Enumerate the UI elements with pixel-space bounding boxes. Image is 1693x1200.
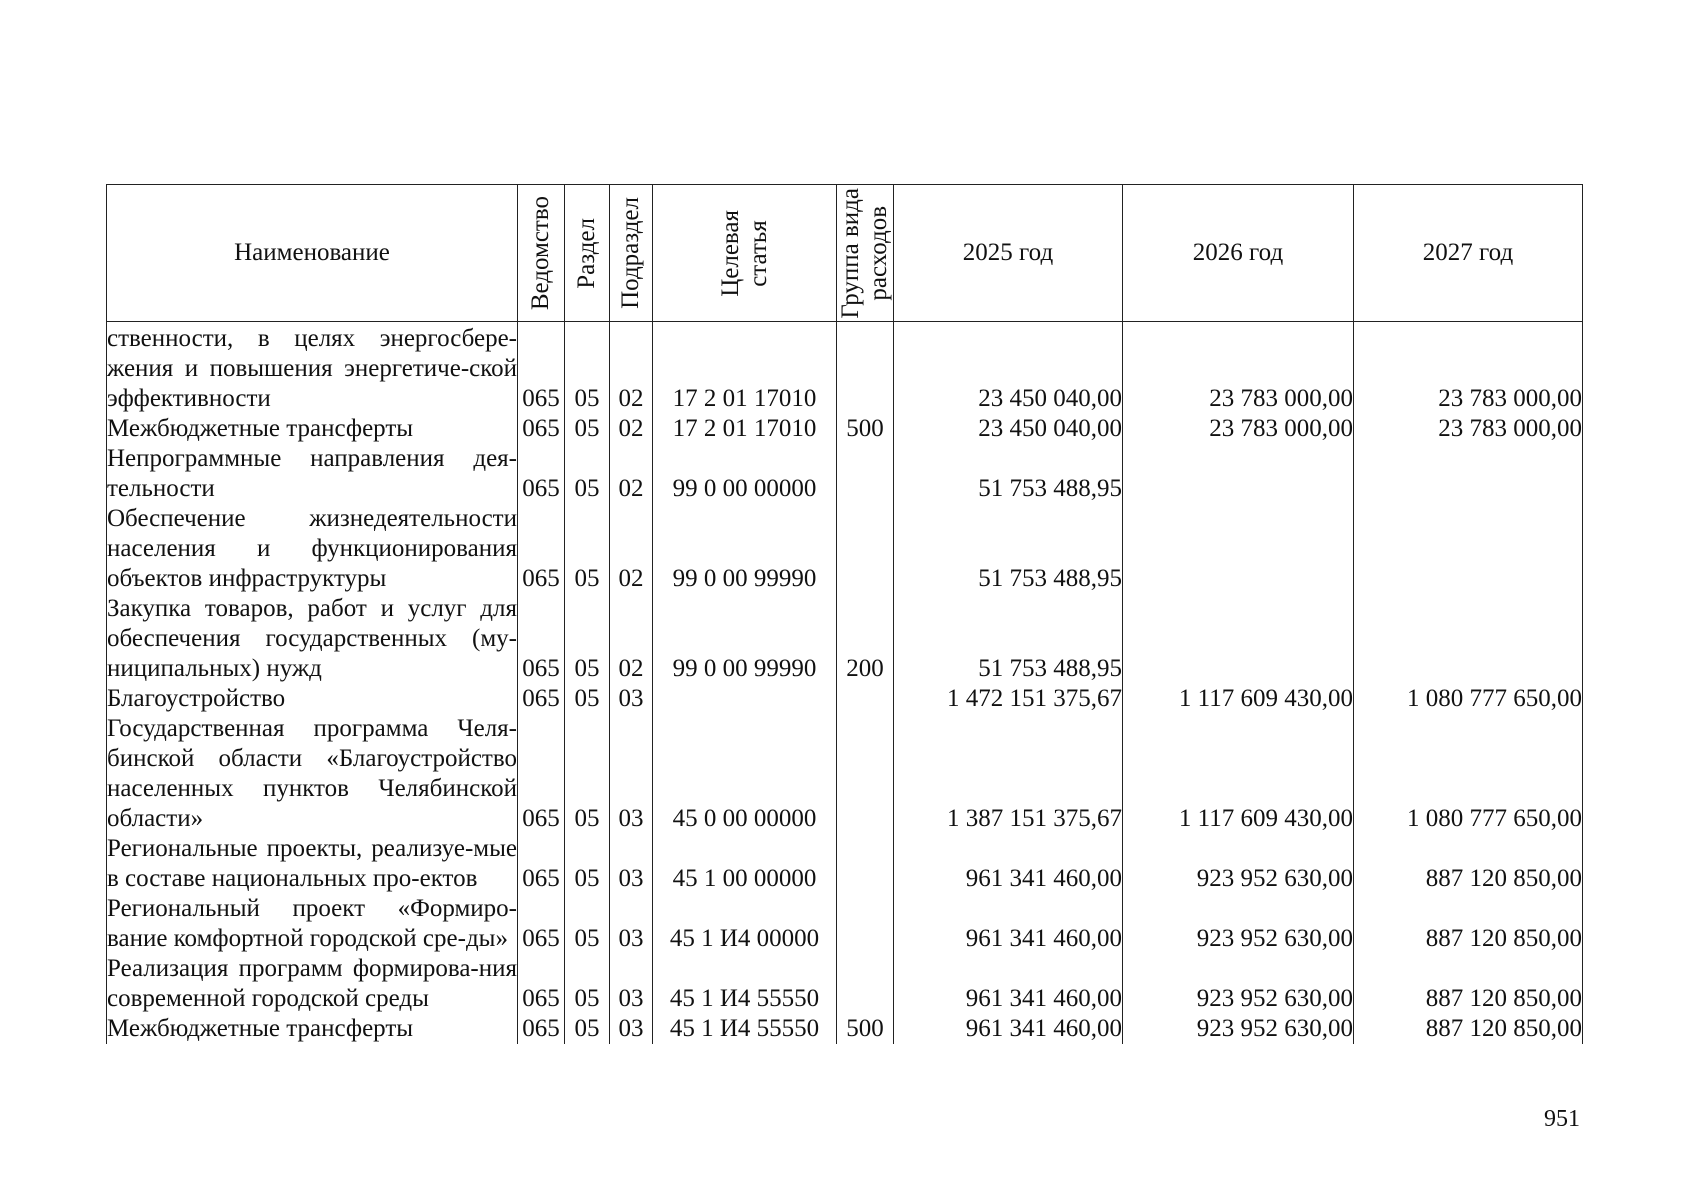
header-2026: 2026 год bbox=[1123, 185, 1354, 322]
cell-2027: 887 120 850,00 bbox=[1354, 894, 1583, 954]
cell-2026 bbox=[1123, 504, 1354, 594]
cell-2027: 1 080 777 650,00 bbox=[1354, 684, 1583, 714]
cell-2026 bbox=[1123, 444, 1354, 504]
cell-name: ственности, в целях энергосбере-жения и повышения энергетиче-ской эффективности bbox=[107, 322, 518, 415]
cell-2025: 961 341 460,00 bbox=[894, 834, 1123, 894]
cell-target: 45 1 00 00000 bbox=[653, 834, 837, 894]
cell-2027 bbox=[1354, 594, 1583, 684]
cell-subsection: 03 bbox=[610, 894, 653, 954]
cell-name: Государственная программа Челя-бинской области «Благоустройство населенных пунктов Челябинской области» bbox=[107, 715, 517, 832]
cell-section: 05 bbox=[565, 714, 610, 834]
cell-subsection: 03 bbox=[610, 1014, 653, 1044]
cell-section: 05 bbox=[565, 322, 610, 415]
cell-group bbox=[837, 504, 894, 594]
cell-2025: 23 450 040,00 bbox=[894, 322, 1123, 415]
cell-target bbox=[653, 684, 837, 714]
cell-group: 200 bbox=[837, 594, 894, 684]
cell-section: 05 bbox=[565, 1014, 610, 1044]
cell-department: 065 bbox=[518, 444, 565, 504]
cell-target: 99 0 00 99990 bbox=[653, 594, 837, 684]
cell-2025: 961 341 460,00 bbox=[894, 1014, 1123, 1044]
cell-2025: 51 753 488,95 bbox=[894, 594, 1123, 684]
table-row bbox=[107, 954, 1583, 1014]
cell-name: Межбюджетные трансферты bbox=[107, 414, 518, 444]
cell-2025: 961 341 460,00 bbox=[894, 954, 1123, 1014]
cell-2026 bbox=[1123, 594, 1354, 684]
cell-group bbox=[837, 834, 894, 894]
cell-section: 05 bbox=[565, 954, 610, 1014]
table-row bbox=[107, 414, 1583, 444]
cell-section: 05 bbox=[565, 594, 610, 684]
cell-department: 065 bbox=[518, 504, 565, 594]
cell-subsection: 03 bbox=[610, 954, 653, 1014]
cell-name: Региональный проект «Формиро-вание комфортной городской сре-ды» bbox=[107, 895, 517, 952]
cell-2026: 23 783 000,00 bbox=[1123, 414, 1354, 444]
cell-department: 065 bbox=[518, 1014, 565, 1044]
cell-2026: 23 783 000,00 bbox=[1123, 322, 1354, 415]
cell-group: 500 bbox=[837, 1014, 894, 1044]
cell-2026: 1 117 609 430,00 bbox=[1123, 714, 1354, 834]
header-2027: 2027 год bbox=[1354, 185, 1583, 322]
cell-section: 05 bbox=[565, 684, 610, 714]
cell-2026: 923 952 630,00 bbox=[1123, 834, 1354, 894]
cell-department: 065 bbox=[518, 834, 565, 894]
cell-target: 17 2 01 17010 bbox=[653, 322, 837, 415]
cell-department: 065 bbox=[518, 594, 565, 684]
cell-group bbox=[837, 894, 894, 954]
cell-2027: 887 120 850,00 bbox=[1354, 954, 1583, 1014]
cell-group bbox=[837, 954, 894, 1014]
table-body bbox=[107, 322, 1583, 1045]
cell-subsection: 03 bbox=[610, 834, 653, 894]
cell-department: 065 bbox=[518, 414, 565, 444]
cell-target: 99 0 00 00000 bbox=[653, 444, 837, 504]
cell-target: 45 1 И4 55550 bbox=[653, 954, 837, 1014]
cell-subsection: 02 bbox=[610, 594, 653, 684]
cell-2027: 23 783 000,00 bbox=[1354, 322, 1583, 415]
cell-2025: 1 472 151 375,67 bbox=[894, 684, 1123, 714]
header-department bbox=[518, 185, 565, 322]
cell-target: 45 1 И4 00000 bbox=[653, 894, 837, 954]
cell-group bbox=[837, 714, 894, 834]
cell-group bbox=[837, 684, 894, 714]
cell-2026: 923 952 630,00 bbox=[1123, 894, 1354, 954]
cell-2025: 961 341 460,00 bbox=[894, 894, 1123, 954]
cell-target: 45 0 00 00000 bbox=[653, 714, 837, 834]
cell-name: Обеспечение жизнедеятельности населения и функционирования объектов инфраструктуры bbox=[107, 505, 517, 592]
cell-2027: 887 120 850,00 bbox=[1354, 834, 1583, 894]
cell-group bbox=[837, 444, 894, 504]
table-row bbox=[107, 444, 1583, 504]
cell-department: 065 bbox=[518, 714, 565, 834]
budget-table bbox=[106, 184, 1583, 1044]
cell-name: Межбюджетные трансферты bbox=[107, 1014, 518, 1044]
header-group bbox=[837, 185, 894, 322]
cell-2026: 1 117 609 430,00 bbox=[1123, 684, 1354, 714]
table-row bbox=[107, 322, 1583, 415]
cell-subsection: 02 bbox=[610, 414, 653, 444]
header-subsection-label: Подраздел bbox=[617, 197, 644, 309]
cell-department: 065 bbox=[518, 322, 565, 415]
header-target-label: Целевая статья bbox=[716, 209, 772, 297]
cell-subsection: 02 bbox=[610, 504, 653, 594]
cell-section: 05 bbox=[565, 504, 610, 594]
header-subsection bbox=[610, 185, 653, 322]
header-section bbox=[565, 185, 610, 322]
cell-2026: 923 952 630,00 bbox=[1123, 1014, 1354, 1044]
table-row bbox=[107, 684, 1583, 714]
table-row bbox=[107, 1014, 1583, 1044]
header-department-label: Ведомство bbox=[527, 195, 554, 311]
cell-2027: 23 783 000,00 bbox=[1354, 414, 1583, 444]
cell-name: Закупка товаров, работ и услуг для обеспечения государственных (му-ниципальных) нужд bbox=[107, 595, 517, 682]
cell-subsection: 02 bbox=[610, 322, 653, 415]
cell-name: Реализация программ формирова-ния современной городской среды bbox=[107, 955, 517, 1012]
cell-section: 05 bbox=[565, 894, 610, 954]
cell-subsection: 03 bbox=[610, 714, 653, 834]
page-number: 951 bbox=[1544, 1106, 1580, 1132]
cell-target: 45 1 И4 55550 bbox=[653, 1014, 837, 1044]
cell-name: Благоустройство bbox=[107, 684, 518, 714]
cell-name: Региональные проекты, реализуе-мые в составе национальных про-ектов bbox=[107, 835, 517, 892]
cell-section: 05 bbox=[565, 414, 610, 444]
cell-2027: 887 120 850,00 bbox=[1354, 1014, 1583, 1044]
cell-2027 bbox=[1354, 504, 1583, 594]
table-header-row bbox=[107, 185, 1583, 322]
table-row bbox=[107, 714, 1583, 834]
cell-2025: 23 450 040,00 bbox=[894, 414, 1123, 444]
cell-2027: 1 080 777 650,00 bbox=[1354, 714, 1583, 834]
cell-2026: 923 952 630,00 bbox=[1123, 954, 1354, 1014]
cell-target: 99 0 00 99990 bbox=[653, 504, 837, 594]
header-2025: 2025 год bbox=[894, 185, 1123, 322]
table-row bbox=[107, 594, 1583, 684]
header-section-label: Раздел bbox=[573, 217, 600, 289]
cell-section: 05 bbox=[565, 444, 610, 504]
cell-2025: 1 387 151 375,67 bbox=[894, 714, 1123, 834]
cell-2027 bbox=[1354, 444, 1583, 504]
cell-target: 17 2 01 17010 bbox=[653, 414, 837, 444]
cell-subsection: 02 bbox=[610, 444, 653, 504]
cell-department: 065 bbox=[518, 684, 565, 714]
cell-2025: 51 753 488,95 bbox=[894, 444, 1123, 504]
cell-section: 05 bbox=[565, 834, 610, 894]
cell-department: 065 bbox=[518, 954, 565, 1014]
cell-2025: 51 753 488,95 bbox=[894, 504, 1123, 594]
table-row bbox=[107, 894, 1583, 954]
header-target bbox=[653, 185, 837, 322]
header-group-label: Группа вида расходов bbox=[837, 187, 892, 319]
cell-subsection: 03 bbox=[610, 684, 653, 714]
table-row bbox=[107, 834, 1583, 894]
header-name: Наименование bbox=[107, 185, 518, 322]
cell-department: 065 bbox=[518, 894, 565, 954]
table-row bbox=[107, 504, 1583, 594]
cell-name: Непрограммные направления дея-тельности bbox=[107, 445, 517, 502]
cell-group bbox=[837, 322, 894, 415]
cell-group: 500 bbox=[837, 414, 894, 444]
